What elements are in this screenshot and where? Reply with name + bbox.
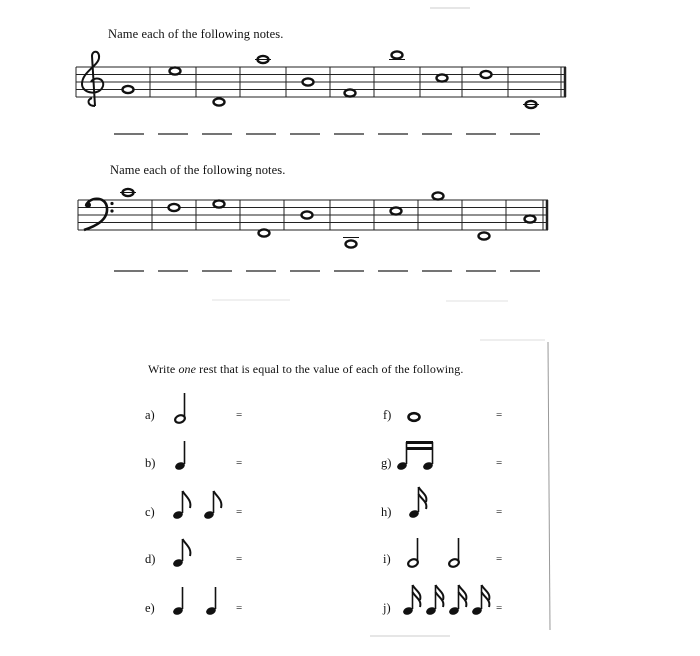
equals-g: = xyxy=(496,457,503,469)
item-label-i: i) xyxy=(383,552,391,566)
item-label-d: d) xyxy=(145,552,156,566)
two-half-notes-icon xyxy=(407,538,460,568)
equals-c: = xyxy=(236,506,243,518)
treble-instruction: Name each of the following notes. xyxy=(108,27,284,41)
item-label-j: j) xyxy=(383,601,391,615)
item-label-a: a) xyxy=(145,408,155,422)
item-label-g: g) xyxy=(381,456,392,470)
item-label-b: b) xyxy=(145,456,156,470)
whole-note-icon xyxy=(409,413,420,421)
bass-instruction: Name each of the following notes. xyxy=(110,163,286,177)
equals-f: = xyxy=(496,409,503,421)
two-quarter-notes-icon xyxy=(172,587,217,616)
item-label-f: f) xyxy=(383,408,392,422)
equals-i: = xyxy=(496,553,503,565)
four-sixteenth-notes-icon xyxy=(402,585,489,616)
half-note-icon xyxy=(174,393,186,424)
sixteenth-note-icon xyxy=(408,487,426,519)
equals-b: = xyxy=(236,457,243,469)
two-eighth-notes-icon xyxy=(172,491,221,520)
equals-j: = xyxy=(496,602,503,614)
quarter-note-icon xyxy=(174,441,186,471)
equals-d: = xyxy=(236,553,243,565)
item-label-e: e) xyxy=(145,601,155,615)
rest-instruction-start: Write xyxy=(148,362,179,376)
item-label-h: h) xyxy=(381,505,392,519)
rest-instruction-emphasis: one xyxy=(178,362,197,376)
equals-h: = xyxy=(496,506,503,518)
beamed-sixteenth-pair-icon xyxy=(396,441,434,471)
item-label-c: c) xyxy=(145,505,155,519)
rest-instruction-end: rest that is equal to the value of each of the following. xyxy=(196,362,464,376)
equals-e: = xyxy=(236,602,243,614)
eighth-note-icon xyxy=(172,539,190,568)
equals-a: = xyxy=(236,409,243,421)
